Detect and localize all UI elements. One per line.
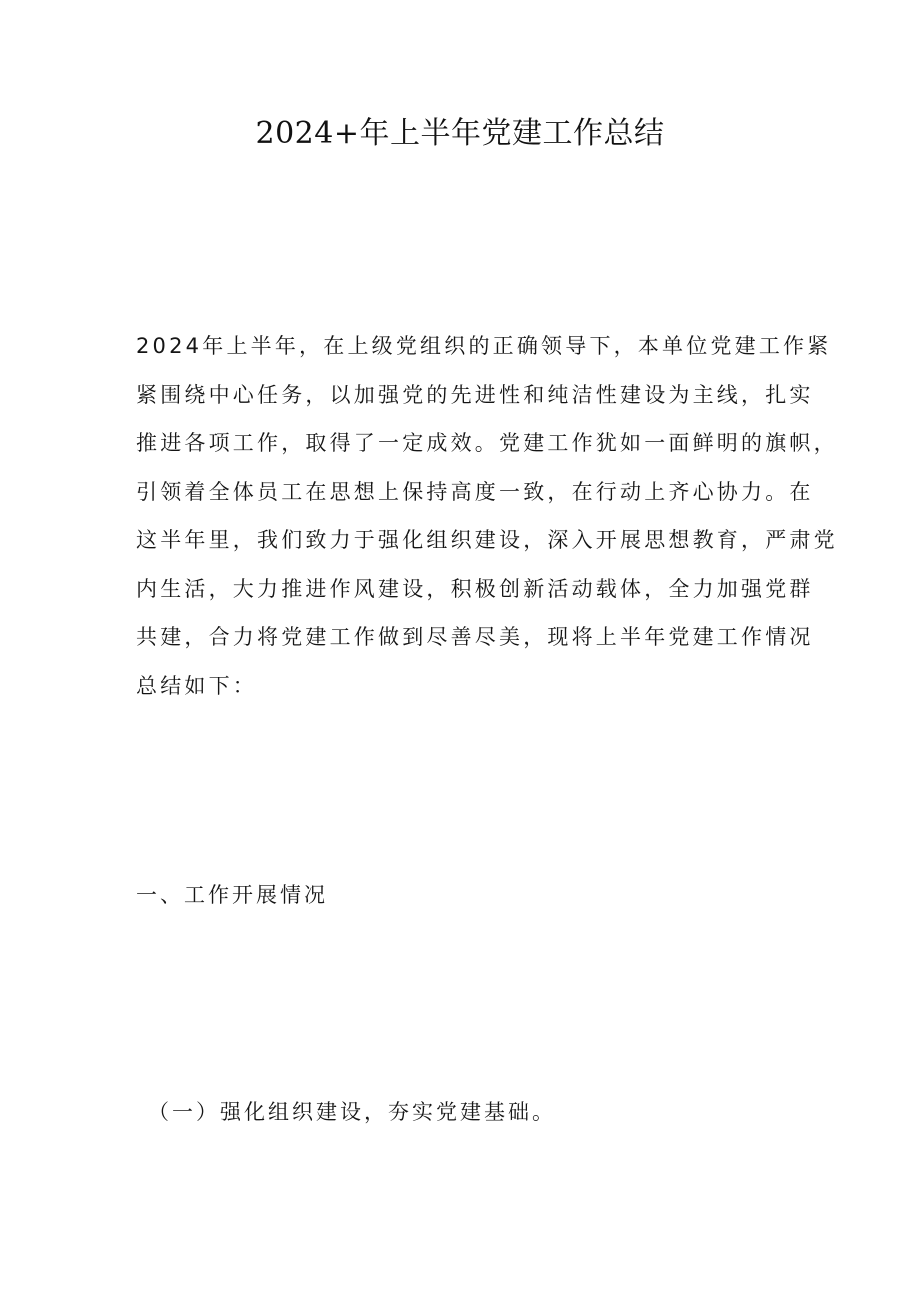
intro-line: 推进各项工作，取得了一定成效。党建工作犹如一面鲜明的旗帜， bbox=[136, 431, 838, 455]
intro-line: 2024年上半年，在上级党组织的正确领导下，本单位党建工作紧 bbox=[136, 334, 832, 358]
section-heading-work-status: 一、工作开展情况 bbox=[136, 883, 328, 907]
subsection-heading-organization: （一）强化组织建设，夯实党建基础。 bbox=[148, 1100, 556, 1124]
intro-line: 总结如下： bbox=[136, 673, 257, 698]
intro-line: 共建，合力将党建工作做到尽善尽美，现将上半年党建工作情况 bbox=[136, 625, 814, 649]
intro-line: 紧围绕中心任务，以加强党的先进性和纯洁性建设为主线，扎实 bbox=[136, 382, 814, 407]
intro-paragraph bbox=[136, 322, 838, 710]
intro-line: 引领着全体员工在思想上保持高度一致，在行动上齐心协力。在 bbox=[136, 479, 814, 504]
intro-line: 内生活，大力推进作风建设，积极创新活动载体，全力加强党群 bbox=[136, 576, 814, 601]
document-title: 2024+年上半年党建工作总结 bbox=[255, 116, 665, 151]
intro-line: 这半年里，我们致力于强化组织建设，深入开展思想教育，严肃党 bbox=[136, 528, 838, 552]
